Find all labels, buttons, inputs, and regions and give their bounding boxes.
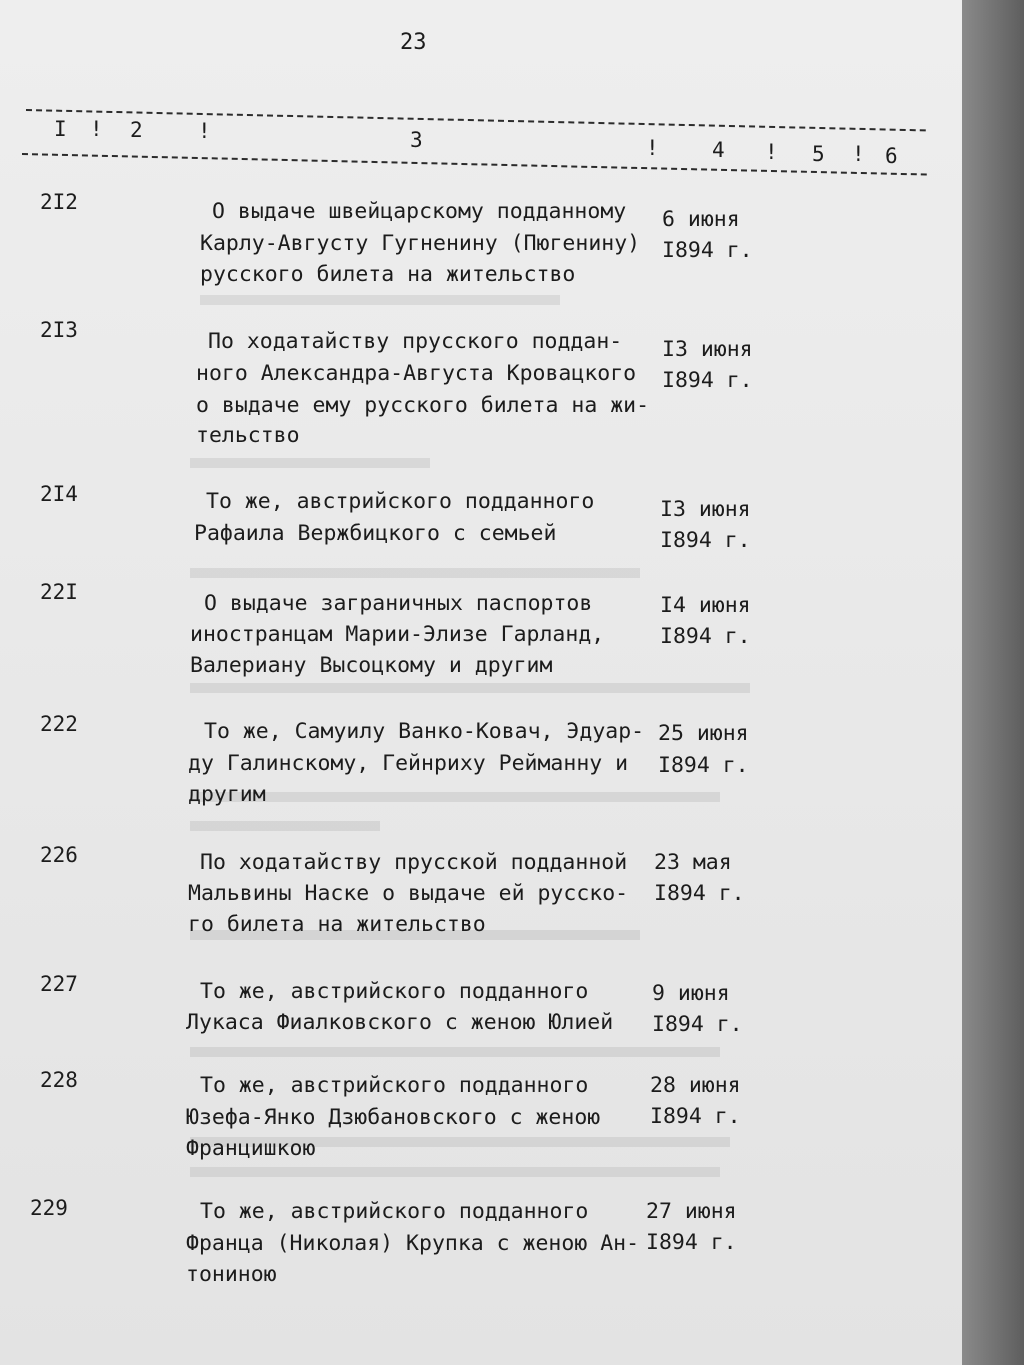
entry-title-line: Франца (Николая) Крупка с женою Ан- <box>186 1231 640 1256</box>
entry-date-year: I894 г. <box>660 624 751 649</box>
entry-title-line: го билета на жительство <box>188 912 486 937</box>
entry-date-day: I3 июня <box>660 497 751 522</box>
entry-number: 229 <box>30 1196 68 1220</box>
entry-number: 228 <box>40 1068 78 1092</box>
entry-title-line: иностранцам Марии-Элизе Гарланд, <box>190 622 605 647</box>
entry-date-year: I894 г. <box>654 881 745 906</box>
entry-title-line: о выдаче ему русского билета на жи- <box>196 393 650 418</box>
entry-title-line: Рафаила Вержбицкого с семьей <box>194 521 557 546</box>
entry-number: 2I4 <box>40 482 78 506</box>
column-separator: ! <box>198 119 211 143</box>
entry-number: 2I3 <box>40 318 78 342</box>
entry-title-line: ду Галинскому, Гейнриху Рейманну и <box>188 751 629 776</box>
column-header-3: 3 <box>410 128 423 152</box>
entry-title-line: тониною <box>186 1262 277 1287</box>
entry-title-line: тельство <box>196 423 300 448</box>
entry-title-line: По ходатайству прусского поддан- <box>208 329 623 354</box>
entry-date-year: I894 г. <box>662 238 753 263</box>
column-separator: ! <box>646 136 659 160</box>
entry-title-line: О выдаче швейцарскому подданному <box>212 199 627 224</box>
column-header-1: I <box>54 117 67 141</box>
entry-date-day: 25 июня <box>658 721 749 746</box>
column-header-4: 4 <box>712 138 725 162</box>
entry-number: 2I2 <box>40 190 78 214</box>
entry-date-year: I894 г. <box>662 368 753 393</box>
entry-title-line: Юзефа-Янко Дзюбановского с женою <box>186 1105 601 1130</box>
entry-title-line: То же, австрийского подданного <box>200 979 589 1004</box>
entry-title-line: Лукаса Фиалковского с женою Юлией <box>186 1010 614 1035</box>
entry-date-day: 27 июня <box>646 1199 737 1224</box>
entry-date-year: I894 г. <box>660 528 751 553</box>
entry-date-year: I894 г. <box>650 1104 741 1129</box>
entry-title-line: другим <box>188 782 266 807</box>
column-header-6: 6 <box>885 144 898 168</box>
entry-number: 227 <box>40 972 78 996</box>
entry-number: 22I <box>40 580 78 604</box>
entry-date-day: I4 июня <box>660 593 751 618</box>
entry-title-line: О выдаче заграничных паспортов <box>204 591 593 616</box>
entry-title-line: То же, австрийского подданного <box>200 1199 589 1224</box>
entry-title-line: То же, Самуилу Ванко-Ковач, Эдуар- <box>204 719 645 744</box>
entry-title-line: То же, австрийского подданного <box>200 1073 589 1098</box>
entry-title-line: русского билета на жительство <box>200 262 576 287</box>
column-separator: ! <box>90 117 103 141</box>
entry-date-year: I894 г. <box>646 1230 737 1255</box>
entry-date-day: 9 июня <box>652 981 730 1006</box>
entry-title-line: По ходатайству прусской подданной <box>200 850 628 875</box>
entry-title-line: Валериану Высоцкому и другим <box>190 653 553 678</box>
entry-date-day: 6 июня <box>662 207 740 232</box>
entry-title-line: То же, австрийского подданного <box>206 489 595 514</box>
entry-title-line: Францишкою <box>186 1136 316 1161</box>
header-rule-top <box>26 109 926 131</box>
header-rule-bottom <box>22 153 927 176</box>
entry-date-year: I894 г. <box>652 1012 743 1037</box>
entry-title-line: Карлу-Августу Гугненину (Пюгенину) <box>200 231 641 256</box>
entry-date-day: I3 июня <box>662 337 753 362</box>
column-header-5: 5 <box>812 142 825 166</box>
entry-title-line: Мальвины Наске о выдаче ей русско- <box>188 881 629 906</box>
entry-date-year: I894 г. <box>658 753 749 778</box>
entry-title-line: ного Александра-Августа Кровацкого <box>196 361 637 386</box>
entry-date-day: 28 июня <box>650 1073 741 1098</box>
entry-number: 222 <box>40 712 78 736</box>
entry-date-day: 23 мая <box>654 850 732 875</box>
entry-number: 226 <box>40 843 78 867</box>
page-edge-shadow <box>962 0 1024 1365</box>
column-header-2: 2 <box>130 118 143 142</box>
column-separator: ! <box>765 140 778 164</box>
page-number: 23 <box>400 30 427 55</box>
column-separator: ! <box>852 142 865 166</box>
